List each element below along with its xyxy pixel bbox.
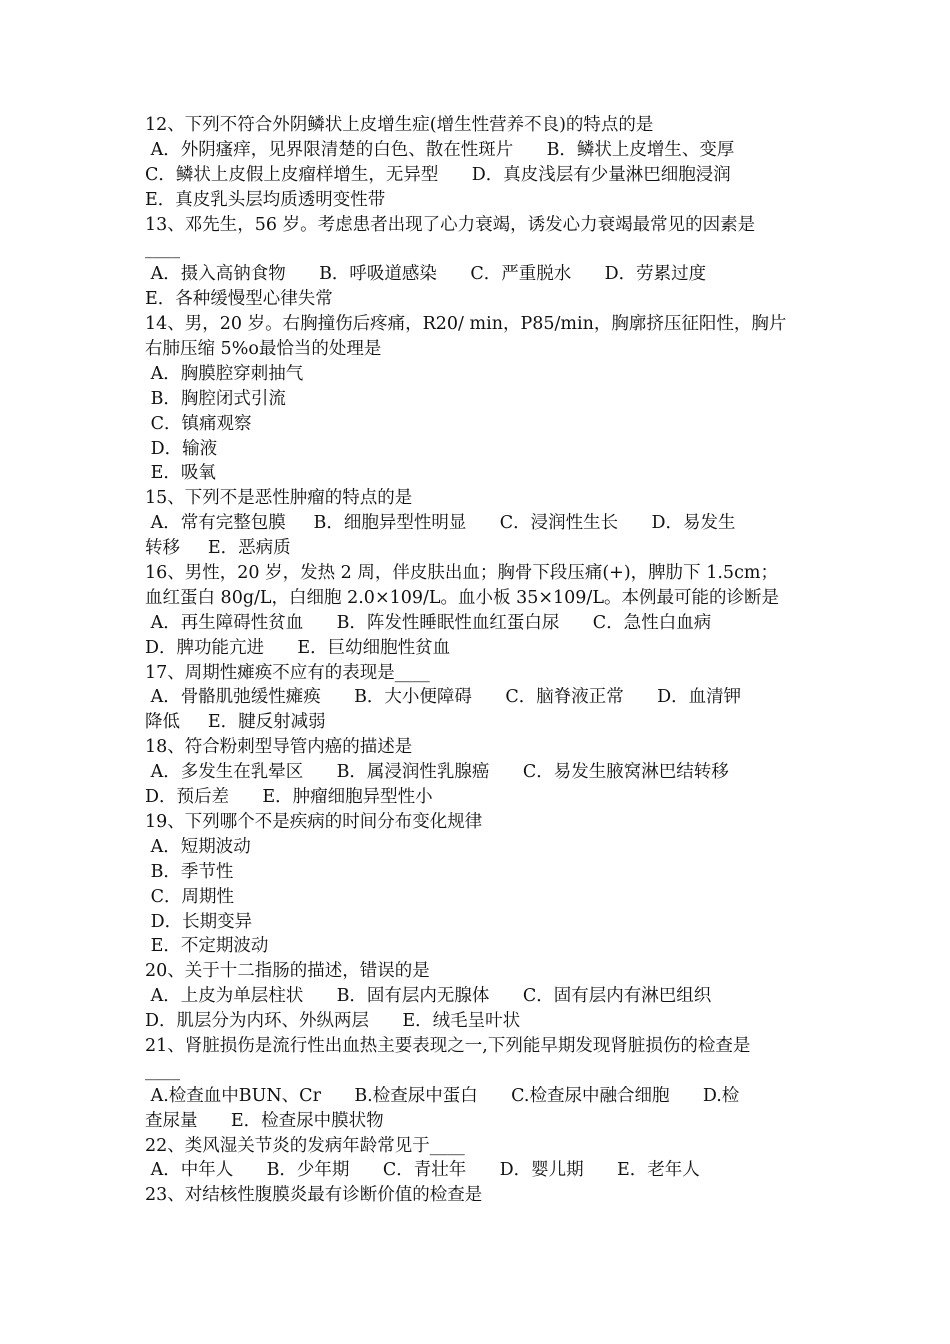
question-16-options-line: A．再生障碍性贫血 B．阵发性睡眠性血红蛋白尿 C．急性白血病	[145, 612, 712, 633]
question-15-options-line: 转移 E．恶病质	[145, 538, 291, 559]
document-body	[145, 113, 810, 1208]
question-17-stem: 17、周期性瘫痪不应有的表现是____	[145, 662, 430, 683]
question-12-options-line: A．外阴瘙痒，见界限清楚的白色、散在性斑片 B．鳞状上皮增生、变厚	[145, 139, 735, 160]
question-15-options-line: A．常有完整包膜 B．细胞异型性明显 C．浸润性生长 D．易发生	[145, 513, 736, 534]
question-21-blank: ____	[145, 1060, 180, 1081]
question-13-stem: 13、邓先生，56 岁。考虑患者出现了心力衰竭，诱发心力衰竭最常见的因素是	[145, 214, 756, 235]
question-19-option: C．周期性	[145, 886, 234, 907]
question-22-options-line: A．中年人 B．少年期 C．青壮年 D．婴儿期 E．老年人	[145, 1160, 700, 1181]
question-14-option: E．吸氧	[145, 463, 216, 484]
question-21-stem: 21、肾脏损伤是流行性出血热主要表现之一,下列能早期发现肾脏损伤的检查是	[145, 1035, 751, 1056]
question-19-option: D．长期变异	[145, 911, 253, 932]
question-16-stem: 血红蛋白 80g/L，白细胞 2.0×109/L。血小板 35×109/L。本例最可能的诊断是	[145, 587, 779, 608]
question-13-options-line: E．各种缓慢型心律失常	[145, 289, 333, 310]
question-19-option: B．季节性	[145, 861, 234, 882]
question-23-stem: 23、对结核性腹膜炎最有诊断价值的检查是	[145, 1185, 483, 1206]
question-14-stem: 右肺压缩 5%o最恰当的处理是	[145, 339, 382, 360]
question-18-options-line: A．多发生在乳晕区 B．属浸润性乳腺癌 C．易发生腋窝淋巴结转移	[145, 762, 729, 783]
question-12-options-line: C．鳞状上皮假上皮瘤样增生，无异型 D．真皮浅层有少量淋巴细胞浸润	[145, 164, 731, 185]
question-19-option: A．短期波动	[145, 836, 251, 857]
question-14-option: B．胸腔闭式引流	[145, 388, 286, 409]
question-20-options-line: D．肌层分为内环、外纵两层 E．绒毛呈叶状	[145, 1011, 521, 1032]
question-14-option: D．输液	[145, 438, 218, 459]
question-12-options-line: E．真皮乳头层均质透明变性带	[145, 189, 386, 210]
question-20-stem: 20、关于十二指肠的描述，错误的是	[145, 961, 430, 982]
question-18-stem: 18、符合粉刺型导管内癌的描述是	[145, 737, 413, 758]
question-13-blank: ____	[145, 239, 180, 260]
question-19-stem: 19、下列哪个不是疾病的时间分布变化规律	[145, 811, 483, 832]
question-21-options-line: A.检查血中BUN、Cr B.检查尿中蛋白 C.检查尿中融合细胞 D.检	[145, 1085, 740, 1106]
question-13-options-line: A．摄入高钠食物 B．呼吸道感染 C．严重脱水 D．劳累过度	[145, 264, 707, 285]
question-14-option: C．镇痛观察	[145, 413, 252, 434]
question-17-options-line: 降低 E．腱反射减弱	[145, 712, 326, 733]
question-14-option: A．胸膜腔穿刺抽气	[145, 363, 304, 384]
question-19-option: E．不定期波动	[145, 936, 269, 957]
question-17-options-line: A．骨骼肌弛缓性瘫痪 B．大小便障碍 C．脑脊液正常 D．血清钾	[145, 687, 742, 708]
question-14-stem: 14、男，20 岁。右胸撞伤后疼痛，R20/ min，P85/min，胸廓挤压征阳性，胸片	[145, 314, 787, 335]
question-22-stem: 22、类风湿关节炎的发病年龄常见于____	[145, 1135, 465, 1156]
question-16-options-line: D．脾功能亢进 E．巨幼细胞性贫血	[145, 637, 451, 658]
question-18-options-line: D．预后差 E．肿瘤细胞异型性小	[145, 787, 433, 808]
question-15-stem: 15、下列不是恶性肿瘤的特点的是	[145, 488, 413, 509]
question-16-stem: 16、男性，20 岁，发热 2 周，伴皮肤出血；胸骨下段压痛(+)，脾肋下 1.5cm；	[145, 563, 778, 584]
question-20-options-line: A．上皮为单层柱状 B．固有层内无腺体 C．固有层内有淋巴组织	[145, 986, 712, 1007]
question-12-stem: 12、下列不符合外阴鳞状上皮增生症(增生性营养不良)的特点的是	[145, 115, 654, 135]
question-21-options-line: 查尿量 E．检查尿中膜状物	[145, 1110, 384, 1131]
